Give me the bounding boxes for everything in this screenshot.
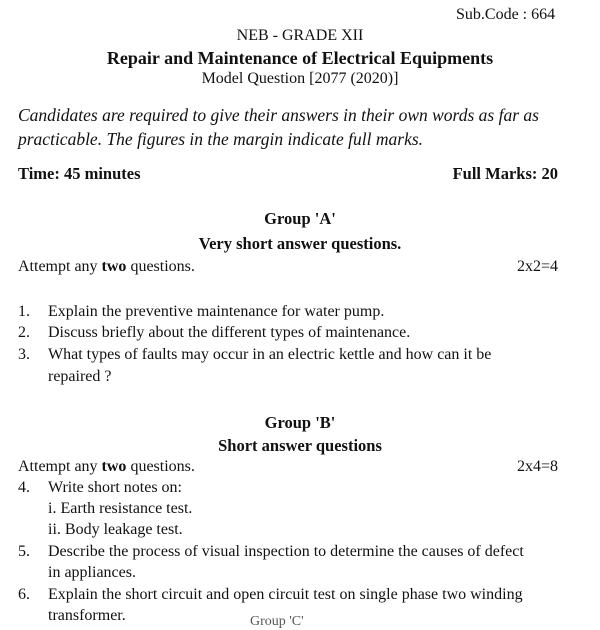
group-a-subtitle: Very short answer questions. [198,234,402,253]
question-5-text-continued: in appliances. [48,564,136,581]
instruction-line-2: practicable. The figures in the margin indicate full marks. [18,129,424,149]
question-number: 2. [18,324,30,341]
question-number: 4. [18,479,30,496]
attempt-suffix: questions. [126,458,195,475]
group-b-subtitle: Short answer questions [218,436,382,455]
attempt-prefix: Attempt any [18,258,102,275]
question-6-text-continued: transformer. [48,607,126,624]
group-b-title: Group 'B' [264,413,336,432]
question-1-text: Explain the preventive maintenance for water pump. [48,303,385,320]
time-allowed: Time: 45 minutes [18,164,141,183]
attempt-count: two [101,258,127,275]
question-6-text: Explain the short circuit and open circuit test on single phase two winding [48,586,523,603]
instruction-line-1: Candidates are required to give their answers in their own words as far as [18,105,539,125]
question-4-sub-ii: ii. Body leakage test. [48,521,183,538]
question-4-text: Write short notes on: [48,479,182,496]
attempt-count: two [101,458,127,475]
attempt-prefix: Attempt any [18,458,102,475]
group-a-title: Group 'A' [264,209,336,228]
question-number: 5. [18,543,30,560]
question-4-sub-i: i. Earth resistance test. [48,500,193,517]
question-number: 3. [18,346,30,363]
question-3-text-continued: repaired ? [48,368,112,385]
question-number: 1. [18,303,30,320]
group-a-marks: 2x2=4 [516,258,558,275]
board-grade: NEB - GRADE XII [236,27,364,44]
question-5-text: Describe the process of visual inspection to determine the causes of defect [48,543,524,560]
question-number: 6. [18,586,30,603]
attempt-suffix: questions. [126,258,195,275]
question-3-text: What types of faults may occur in an electric kettle and how can it be [48,346,492,363]
group-b-attempt [18,458,195,476]
group-b-marks: 2x4=8 [516,458,558,475]
page-title: Repair and Maintenance of Electrical Equipments [106,48,494,68]
full-marks: Full Marks: 20 [452,164,558,183]
model-question-year: Model Question [2077 (2020)] [201,70,399,87]
question-2-text: Discuss briefly about the different types of maintenance. [48,324,411,341]
subject-code: Sub.Code : 664 [456,6,556,23]
group-a-attempt [18,258,195,276]
cut-off-heading [250,614,360,630]
cut-off-heading-text: Group 'C' [250,614,304,629]
